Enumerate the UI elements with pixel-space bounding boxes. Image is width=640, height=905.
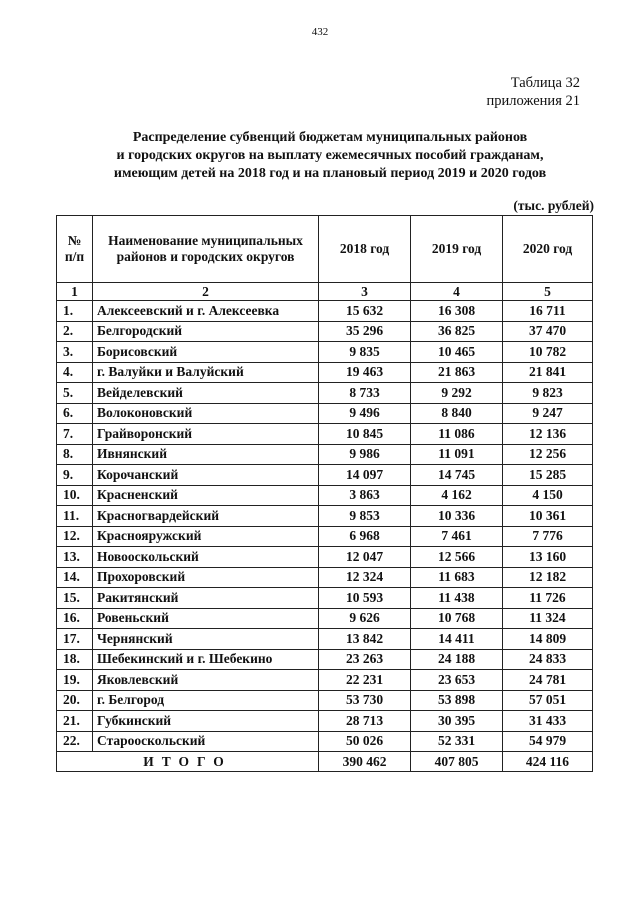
value-2018: 15 632 <box>319 301 411 322</box>
value-2018: 12 047 <box>319 547 411 568</box>
table-row <box>57 342 593 363</box>
page-number: 432 <box>311 26 329 38</box>
header-num: № п/п <box>57 216 93 283</box>
value-2020: 9 247 <box>503 403 593 424</box>
district-name: Ровеньский <box>93 608 319 629</box>
row-number: 21. <box>57 711 93 732</box>
table-row <box>57 301 593 322</box>
value-2019: 8 840 <box>411 403 503 424</box>
value-2019: 16 308 <box>411 301 503 322</box>
value-2020: 11 324 <box>503 608 593 629</box>
value-2019: 11 086 <box>411 424 503 445</box>
table-row <box>57 465 593 486</box>
header-2019: 2019 год <box>411 216 503 283</box>
appendix-label: приложения 21 <box>486 93 580 109</box>
value-2019: 4 162 <box>411 485 503 506</box>
table-row <box>57 711 593 732</box>
column-number: 1 <box>57 283 93 301</box>
table-row <box>57 567 593 588</box>
district-name: Краснояружский <box>93 526 319 547</box>
row-number: 18. <box>57 649 93 670</box>
value-2019: 14 745 <box>411 465 503 486</box>
value-2020: 10 782 <box>503 342 593 363</box>
row-number: 5. <box>57 383 93 404</box>
district-name: Шебекинский и г. Шебекино <box>93 649 319 670</box>
district-name: Вейделевский <box>93 383 319 404</box>
value-2020: 24 781 <box>503 670 593 691</box>
value-2020: 24 833 <box>503 649 593 670</box>
value-2018: 12 324 <box>319 567 411 588</box>
district-name: Красногвардейский <box>93 506 319 527</box>
units-label: (тыс. рублей) <box>513 198 594 213</box>
district-name: Губкинский <box>93 711 319 732</box>
value-2019: 11 091 <box>411 444 503 465</box>
value-2020: 21 841 <box>503 362 593 383</box>
row-number: 8. <box>57 444 93 465</box>
row-number: 3. <box>57 342 93 363</box>
row-number: 22. <box>57 731 93 752</box>
district-name: Белгородский <box>93 321 319 342</box>
row-number: 9. <box>57 465 93 486</box>
district-name: г. Белгород <box>93 690 319 711</box>
row-number: 11. <box>57 506 93 527</box>
value-2019: 30 395 <box>411 711 503 732</box>
table-row <box>57 485 593 506</box>
district-name: Прохоровский <box>93 567 319 588</box>
value-2020: 57 051 <box>503 690 593 711</box>
table-row <box>57 608 593 629</box>
column-number: 5 <box>503 283 593 301</box>
value-2019: 53 898 <box>411 690 503 711</box>
value-2019: 12 566 <box>411 547 503 568</box>
row-number: 14. <box>57 567 93 588</box>
value-2018: 10 845 <box>319 424 411 445</box>
table-row <box>57 649 593 670</box>
value-2018: 23 263 <box>319 649 411 670</box>
district-name: Ивнянский <box>93 444 319 465</box>
column-number: 2 <box>93 283 319 301</box>
table-row <box>57 424 593 445</box>
row-number: 4. <box>57 362 93 383</box>
value-2018: 9 853 <box>319 506 411 527</box>
value-2019: 21 863 <box>411 362 503 383</box>
total-row <box>57 752 593 772</box>
row-number: 20. <box>57 690 93 711</box>
district-name: г. Валуйки и Валуйский <box>93 362 319 383</box>
value-2020: 16 711 <box>503 301 593 322</box>
row-number: 17. <box>57 629 93 650</box>
table-row <box>57 321 593 342</box>
table-row <box>57 526 593 547</box>
appendix-reference <box>487 74 580 110</box>
value-2020: 4 150 <box>503 485 593 506</box>
title-line: Распределение субвенций бюджетам муниципальных районов <box>132 130 528 145</box>
value-2019: 36 825 <box>411 321 503 342</box>
value-2018: 9 626 <box>319 608 411 629</box>
value-2019: 11 438 <box>411 588 503 609</box>
value-2019: 10 465 <box>411 342 503 363</box>
table-body <box>57 301 593 752</box>
column-number: 3 <box>319 283 411 301</box>
value-2019: 52 331 <box>411 731 503 752</box>
value-2019: 10 768 <box>411 608 503 629</box>
total-2020: 424 116 <box>503 752 593 772</box>
value-2018: 14 097 <box>319 465 411 486</box>
value-2020: 31 433 <box>503 711 593 732</box>
district-name: Красненский <box>93 485 319 506</box>
district-name: Волоконовский <box>93 403 319 424</box>
value-2018: 22 231 <box>319 670 411 691</box>
table-row <box>57 506 593 527</box>
row-number: 12. <box>57 526 93 547</box>
value-2019: 23 653 <box>411 670 503 691</box>
district-name: Борисовский <box>93 342 319 363</box>
row-number: 2. <box>57 321 93 342</box>
district-name: Старооскольский <box>93 731 319 752</box>
value-2018: 35 296 <box>319 321 411 342</box>
value-2018: 19 463 <box>319 362 411 383</box>
table-row <box>57 547 593 568</box>
value-2018: 8 733 <box>319 383 411 404</box>
table-row <box>57 588 593 609</box>
value-2018: 9 835 <box>319 342 411 363</box>
table-row <box>57 731 593 752</box>
table-row <box>57 444 593 465</box>
header-2020: 2020 год <box>503 216 593 283</box>
value-2020: 7 776 <box>503 526 593 547</box>
value-2018: 9 986 <box>319 444 411 465</box>
value-2019: 10 336 <box>411 506 503 527</box>
district-name: Новооскольский <box>93 547 319 568</box>
value-2020: 9 823 <box>503 383 593 404</box>
value-2020: 11 726 <box>503 588 593 609</box>
row-number: 6. <box>57 403 93 424</box>
row-number: 16. <box>57 608 93 629</box>
value-2019: 24 188 <box>411 649 503 670</box>
value-2018: 3 863 <box>319 485 411 506</box>
value-2018: 10 593 <box>319 588 411 609</box>
total-label: ИТОГО <box>57 752 319 772</box>
value-2020: 13 160 <box>503 547 593 568</box>
header-row <box>57 216 593 283</box>
row-number: 10. <box>57 485 93 506</box>
value-2020: 12 182 <box>503 567 593 588</box>
column-number-row <box>57 283 593 301</box>
value-2020: 12 136 <box>503 424 593 445</box>
row-number: 19. <box>57 670 93 691</box>
row-number: 13. <box>57 547 93 568</box>
value-2019: 7 461 <box>411 526 503 547</box>
value-2020: 14 809 <box>503 629 593 650</box>
district-name: Корочанский <box>93 465 319 486</box>
table-row <box>57 383 593 404</box>
table-row <box>57 629 593 650</box>
value-2020: 10 361 <box>503 506 593 527</box>
value-2020: 54 979 <box>503 731 593 752</box>
table-row <box>57 362 593 383</box>
row-number: 15. <box>57 588 93 609</box>
value-2018: 53 730 <box>319 690 411 711</box>
table-row <box>57 690 593 711</box>
district-name: Яковлевский <box>93 670 319 691</box>
value-2019: 11 683 <box>411 567 503 588</box>
title-line: имеющим детей на 2018 год и на плановый период 2019 и 2020 годов <box>113 166 547 181</box>
row-number: 7. <box>57 424 93 445</box>
row-number: 1. <box>57 301 93 322</box>
district-name: Ракитянский <box>93 588 319 609</box>
value-2020: 37 470 <box>503 321 593 342</box>
value-2020: 12 256 <box>503 444 593 465</box>
district-name: Чернянский <box>93 629 319 650</box>
value-2018: 50 026 <box>319 731 411 752</box>
header-2018: 2018 год <box>319 216 411 283</box>
table-row <box>57 670 593 691</box>
value-2019: 14 411 <box>411 629 503 650</box>
district-name: Грайворонский <box>93 424 319 445</box>
value-2018: 13 842 <box>319 629 411 650</box>
value-2018: 6 968 <box>319 526 411 547</box>
document-title <box>50 129 610 183</box>
subvention-table <box>56 215 593 772</box>
total-2019: 407 805 <box>411 752 503 772</box>
table-label: Таблица 32 <box>510 75 580 91</box>
value-2019: 9 292 <box>411 383 503 404</box>
total-2018: 390 462 <box>319 752 411 772</box>
header-name: Наименование муниципальных районов и городских округов <box>93 216 319 283</box>
district-name: Алексеевский и г. Алексеевка <box>93 301 319 322</box>
table-row <box>57 403 593 424</box>
title-line: и городских округов на выплату ежемесячных пособий гражданам, <box>116 148 544 163</box>
value-2018: 28 713 <box>319 711 411 732</box>
value-2018: 9 496 <box>319 403 411 424</box>
value-2020: 15 285 <box>503 465 593 486</box>
column-number: 4 <box>411 283 503 301</box>
